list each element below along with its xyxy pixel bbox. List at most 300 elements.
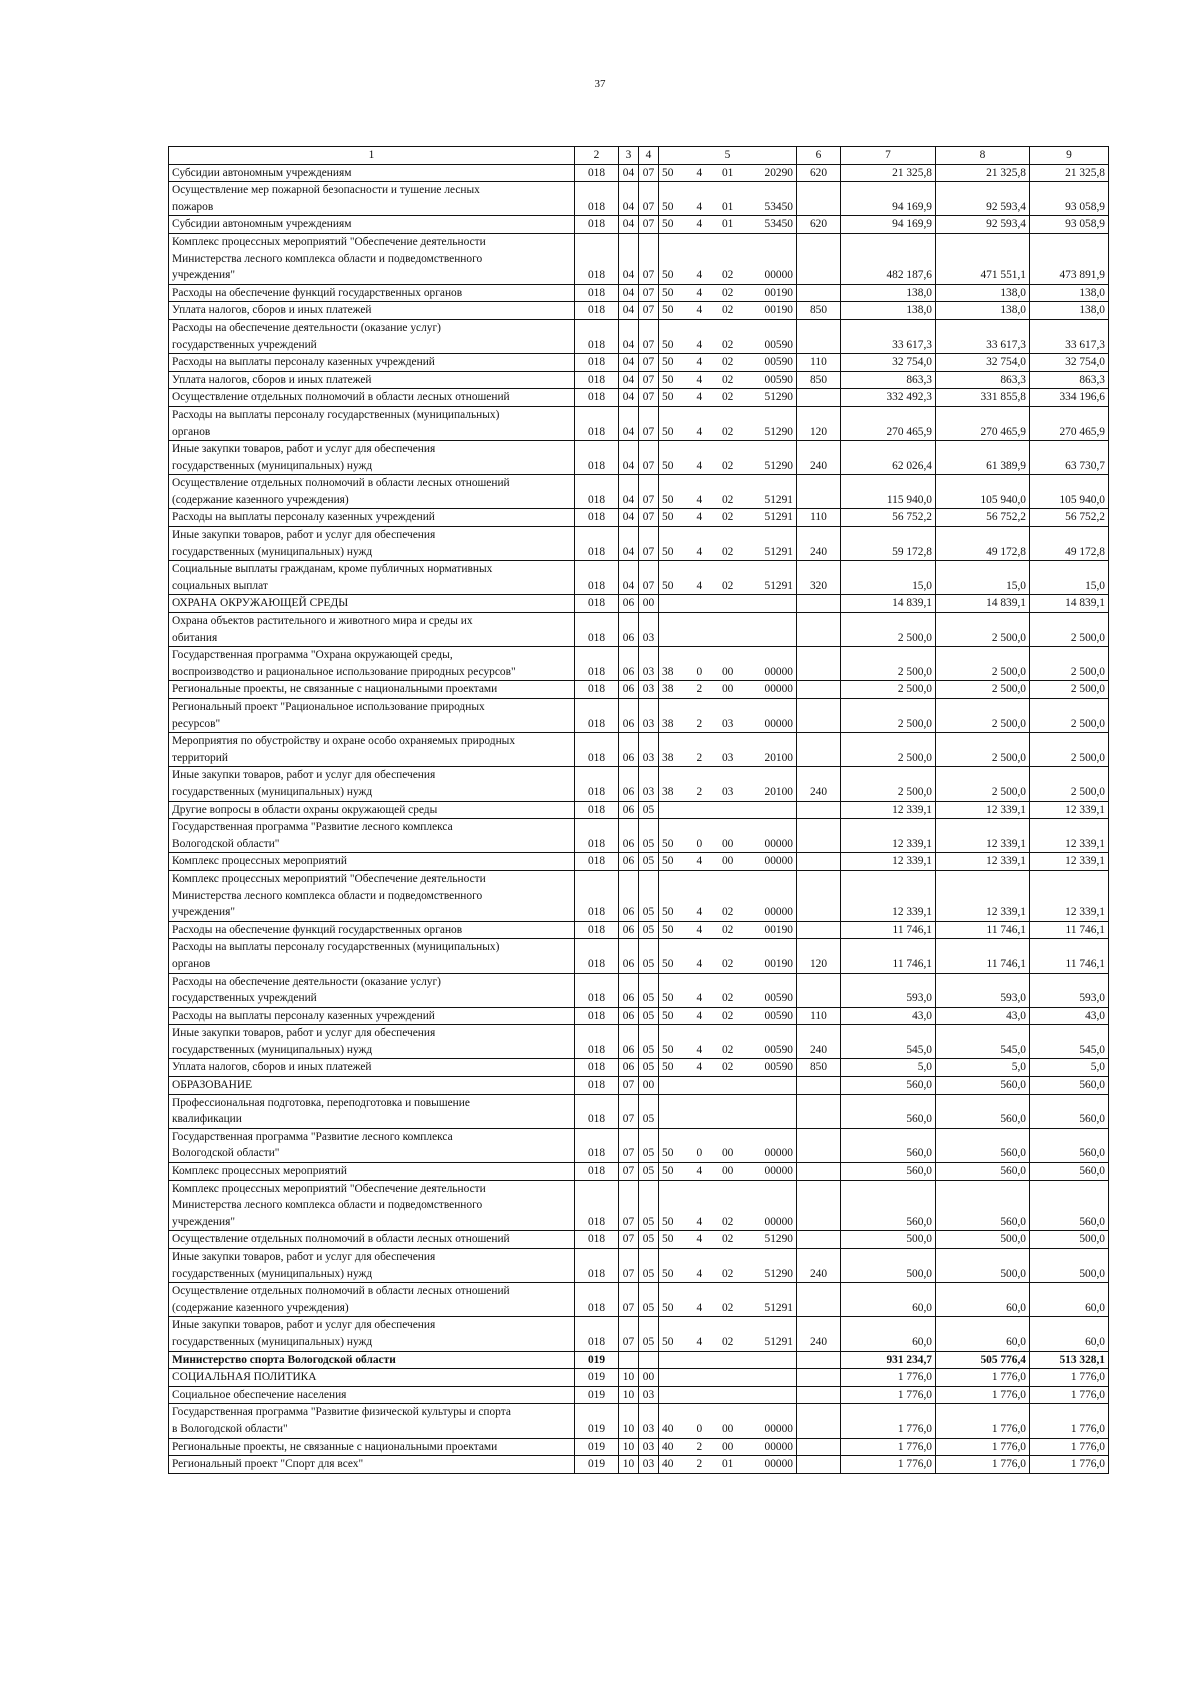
- row-name: Министерство спорта Вологодской области: [172, 1353, 396, 1366]
- target-code-part: 00000: [764, 1215, 793, 1228]
- target-code-part: 4: [696, 1267, 703, 1280]
- target-code-part: 00000: [764, 269, 793, 282]
- pr-cell: 05: [639, 1059, 659, 1077]
- target-code-part: 50: [662, 579, 674, 592]
- table-row: [169, 1386, 1109, 1404]
- row-name-cell: [169, 1128, 575, 1162]
- value-cell-3: 560,0: [1030, 1163, 1109, 1181]
- pr-cell: 07: [639, 319, 659, 353]
- target-code-part: 00: [721, 1165, 734, 1178]
- row-name: Осуществление отдельных полномочий в области лесных отношений: [172, 1233, 510, 1246]
- rz-cell: 07: [619, 1180, 639, 1231]
- pr-cell: 07: [639, 441, 659, 475]
- table-row: [169, 302, 1109, 320]
- value-cell-3: 63 730,7: [1030, 441, 1109, 475]
- value-cell-3: 11 746,1: [1030, 939, 1109, 973]
- pr-cell: 05: [639, 1180, 659, 1231]
- rz-cell: 07: [619, 1163, 639, 1181]
- value-cell-3: 2 500,0: [1030, 613, 1109, 647]
- target-code-part: 51291: [764, 579, 793, 592]
- pr-cell: 05: [639, 853, 659, 871]
- pr-cell: 03: [639, 699, 659, 733]
- value-cell-1: 863,3: [841, 371, 936, 389]
- value-cell-2: 32 754,0: [936, 354, 1030, 372]
- rz-cell: 07: [619, 1249, 639, 1283]
- vr-cell: [797, 1404, 841, 1438]
- vr-cell: [797, 475, 841, 509]
- rz-cell: 04: [619, 302, 639, 320]
- value-cell-1: 14 839,1: [841, 595, 936, 613]
- value-cell-1: 500,0: [841, 1249, 936, 1283]
- rz-cell: 07: [619, 1128, 639, 1162]
- target-code-part: 00000: [764, 717, 793, 730]
- ved-cell: 019: [575, 1351, 619, 1369]
- table-row: [169, 1438, 1109, 1456]
- target-code-cell: [659, 354, 797, 372]
- value-cell-3: 2 500,0: [1030, 733, 1109, 767]
- value-cell-3: 500,0: [1030, 1249, 1109, 1283]
- vr-cell: [797, 1351, 841, 1369]
- row-name-cell: [169, 475, 575, 509]
- pr-cell: 07: [639, 182, 659, 216]
- pr-cell: 03: [639, 647, 659, 681]
- value-cell-2: 12 339,1: [936, 801, 1030, 819]
- target-code-part: 4: [696, 459, 703, 472]
- value-cell-1: 5,0: [841, 1059, 936, 1077]
- value-cell-1: 60,0: [841, 1317, 936, 1351]
- target-code-cell: [659, 1283, 797, 1317]
- rz-cell: 04: [619, 371, 639, 389]
- value-cell-2: 14 839,1: [936, 595, 1030, 613]
- ved-cell: 019: [575, 1438, 619, 1456]
- target-code: [662, 853, 793, 870]
- row-name-cell: [169, 939, 575, 973]
- pr-cell: 03: [639, 733, 659, 767]
- target-code-part: 4: [696, 1335, 703, 1348]
- value-cell-1: 931 234,7: [841, 1351, 936, 1369]
- value-cell-2: 11 746,1: [936, 939, 1030, 973]
- target-code-part: 50: [662, 923, 674, 936]
- header-cell: 8: [936, 147, 1030, 165]
- table-row: [169, 853, 1109, 871]
- rz-cell: 06: [619, 819, 639, 853]
- target-code-cell: [659, 1059, 797, 1077]
- value-cell-1: 12 339,1: [841, 870, 936, 921]
- table-row: [169, 182, 1109, 216]
- pr-cell: 05: [639, 939, 659, 973]
- value-cell-2: 12 339,1: [936, 819, 1030, 853]
- value-cell-3: 21 325,8: [1030, 164, 1109, 182]
- header-row: [169, 147, 1109, 165]
- target-code: [662, 1163, 793, 1180]
- target-code-part: 4: [696, 906, 703, 919]
- row-name-cell: [169, 681, 575, 699]
- value-cell-1: 32 754,0: [841, 354, 936, 372]
- target-code-cell: [659, 1180, 797, 1231]
- target-code: [662, 990, 793, 1007]
- ved-cell: 019: [575, 1456, 619, 1474]
- table-row: [169, 406, 1109, 440]
- target-code: [662, 337, 793, 354]
- row-name-cell: [169, 613, 575, 647]
- value-cell-2: 545,0: [936, 1025, 1030, 1059]
- target-code: [662, 1439, 793, 1456]
- table-row: [169, 1180, 1109, 1231]
- target-code-part: 00190: [764, 923, 793, 936]
- value-cell-2: 15,0: [936, 561, 1030, 595]
- row-name-cell: [169, 1059, 575, 1077]
- ved-cell: 018: [575, 527, 619, 561]
- value-cell-3: 560,0: [1030, 1128, 1109, 1162]
- vr-cell: 240: [797, 527, 841, 561]
- target-code-part: 02: [721, 1335, 734, 1348]
- ved-cell: 018: [575, 1249, 619, 1283]
- target-code-part: 51290: [764, 391, 793, 404]
- value-cell-1: 1 776,0: [841, 1386, 936, 1404]
- vr-cell: [797, 182, 841, 216]
- pr-cell: 07: [639, 164, 659, 182]
- value-cell-1: 560,0: [841, 1077, 936, 1095]
- ved-cell: 018: [575, 561, 619, 595]
- value-cell-3: 1 776,0: [1030, 1404, 1109, 1438]
- target-code-part: 2: [696, 1440, 703, 1453]
- ved-cell: 018: [575, 233, 619, 284]
- ved-cell: 018: [575, 870, 619, 921]
- target-code-cell: [659, 319, 797, 353]
- target-code-part: 38: [662, 683, 674, 696]
- pr-cell: 07: [639, 406, 659, 440]
- target-code-cell: [659, 733, 797, 767]
- ved-cell: 018: [575, 699, 619, 733]
- target-code-part: 4: [696, 1043, 703, 1056]
- target-code-cell: [659, 561, 797, 595]
- value-cell-1: 560,0: [841, 1128, 936, 1162]
- value-cell-1: 2 500,0: [841, 767, 936, 801]
- row-name: Расходы на обеспечение деятельности (оказание услуг) государственных учреждений: [172, 975, 441, 1005]
- table-row: [169, 216, 1109, 234]
- row-name-cell: [169, 767, 575, 801]
- row-name-cell: [169, 527, 575, 561]
- target-code-cell: [659, 767, 797, 801]
- row-name: Государственная программа "Охрана окружающей среды, воспроизводство и рациональное использование природных ресурсов": [172, 649, 516, 678]
- row-name: Комплекс процессных мероприятий "Обеспечение деятельности Министерства лесного комплекса области и подведомственного учреждения": [172, 235, 486, 282]
- value-cell-1: 21 325,8: [841, 164, 936, 182]
- row-name: Уплата налогов, сборов и иных платежей: [172, 1061, 372, 1074]
- target-code-cell: [659, 1369, 797, 1387]
- value-cell-2: 43,0: [936, 1007, 1030, 1025]
- target-code-cell: [659, 1231, 797, 1249]
- target-code-part: 50: [662, 373, 674, 386]
- row-name: Государственная программа "Развитие лесного комплекса Вологодской области": [172, 821, 453, 850]
- pr-cell: 05: [639, 1249, 659, 1283]
- value-cell-2: 1 776,0: [936, 1456, 1030, 1474]
- target-code: [662, 509, 793, 526]
- vr-cell: 240: [797, 1025, 841, 1059]
- rz-cell: 06: [619, 801, 639, 819]
- target-code-part: 00590: [764, 1009, 793, 1022]
- target-code-part: 51290: [764, 1267, 793, 1280]
- table-row: [169, 939, 1109, 973]
- target-code-part: 50: [662, 286, 674, 299]
- target-code-part: 02: [721, 286, 734, 299]
- table-row: [169, 767, 1109, 801]
- ved-cell: 018: [575, 406, 619, 440]
- row-name-cell: [169, 733, 575, 767]
- value-cell-2: 863,3: [936, 371, 1030, 389]
- value-cell-3: 12 339,1: [1030, 870, 1109, 921]
- value-cell-3: 49 172,8: [1030, 527, 1109, 561]
- value-cell-3: 560,0: [1030, 1077, 1109, 1095]
- ved-cell: 018: [575, 1059, 619, 1077]
- ved-cell: 018: [575, 647, 619, 681]
- target-code-cell: [659, 406, 797, 440]
- value-cell-3: 138,0: [1030, 302, 1109, 320]
- value-cell-2: 505 776,4: [936, 1351, 1030, 1369]
- target-code: [662, 354, 793, 371]
- pr-cell: 07: [639, 561, 659, 595]
- row-name: Уплата налогов, сборов и иных платежей: [172, 304, 372, 317]
- pr-cell: 03: [639, 1386, 659, 1404]
- target-code-cell: [659, 509, 797, 527]
- row-name: ОБРАЗОВАНИЕ: [172, 1079, 253, 1092]
- row-name: Иные закупки товаров, работ и услуг для обеспечения государственных (муниципальных) нужд: [172, 1319, 436, 1348]
- value-cell-2: 331 855,8: [936, 389, 1030, 407]
- value-cell-3: 473 891,9: [1030, 233, 1109, 284]
- table-row: [169, 475, 1109, 509]
- target-code-part: 02: [721, 269, 734, 282]
- rz-cell: 10: [619, 1386, 639, 1404]
- target-code-part: 50: [662, 1335, 674, 1348]
- rz-cell: 07: [619, 1317, 639, 1351]
- row-name: Комплекс процессных мероприятий "Обеспечение деятельности Министерства лесного комплекса области и подведомственного учреждения": [172, 1182, 486, 1228]
- table-row: [169, 870, 1109, 921]
- row-name: Профессиональная подготовка, переподготовка и повышение квалификации: [172, 1096, 470, 1126]
- row-name: Государственная программа "Развитие лесного комплекса Вологодской области": [172, 1130, 453, 1160]
- pr-cell: 03: [639, 1404, 659, 1438]
- value-cell-1: 560,0: [841, 1163, 936, 1181]
- target-code-part: 02: [721, 906, 734, 919]
- value-cell-2: 2 500,0: [936, 699, 1030, 733]
- value-cell-3: 15,0: [1030, 561, 1109, 595]
- row-name-cell: [169, 164, 575, 182]
- value-cell-2: 49 172,8: [936, 527, 1030, 561]
- row-name: Региональные проекты, не связанные с национальными проектами: [172, 1440, 498, 1453]
- row-name-cell: [169, 1404, 575, 1438]
- table-row: [169, 509, 1109, 527]
- row-name: Мероприятия по обустройству и охране особо охраняемых природных территорий: [172, 735, 516, 764]
- target-code: [662, 424, 793, 441]
- row-name-cell: [169, 371, 575, 389]
- header-cell: 7: [841, 147, 936, 165]
- row-name: СОЦИАЛЬНАЯ ПОЛИТИКА: [172, 1371, 317, 1384]
- table-row: [169, 354, 1109, 372]
- row-name-cell: [169, 1369, 575, 1387]
- target-code-part: 38: [662, 751, 674, 764]
- target-code: [662, 199, 793, 216]
- ved-cell: 018: [575, 595, 619, 613]
- row-name-cell: [169, 595, 575, 613]
- pr-cell: 00: [639, 1369, 659, 1387]
- value-cell-2: 471 551,1: [936, 233, 1030, 284]
- target-code-part: 51291: [764, 1301, 793, 1314]
- row-name: Субсидии автономным учреждениям: [172, 218, 352, 231]
- ved-cell: 018: [575, 1007, 619, 1025]
- target-code-part: 50: [662, 391, 674, 404]
- target-code-part: 03: [721, 785, 734, 798]
- pr-cell: 05: [639, 819, 659, 853]
- ved-cell: 018: [575, 354, 619, 372]
- table-row: [169, 647, 1109, 681]
- target-code-part: 00000: [764, 1422, 793, 1435]
- row-name-cell: [169, 1351, 575, 1369]
- target-code: [662, 302, 793, 319]
- rz-cell: 07: [619, 1094, 639, 1128]
- target-code: [662, 784, 793, 801]
- row-name-cell: [169, 1094, 575, 1128]
- target-code: [662, 1421, 793, 1438]
- value-cell-3: 93 058,9: [1030, 182, 1109, 216]
- table-row: [169, 527, 1109, 561]
- table-row: [169, 1059, 1109, 1077]
- target-code-part: 00000: [764, 855, 793, 868]
- header-cell: 2: [575, 147, 619, 165]
- target-code-part: 4: [696, 1215, 703, 1228]
- target-code-part: 40: [662, 1422, 674, 1435]
- table-row: [169, 921, 1109, 939]
- target-code-part: 00000: [764, 683, 793, 696]
- target-code-part: 50: [662, 992, 674, 1005]
- target-code-part: 50: [662, 1267, 674, 1280]
- value-cell-2: 12 339,1: [936, 853, 1030, 871]
- target-code-part: 4: [696, 269, 703, 282]
- value-cell-3: 334 196,6: [1030, 389, 1109, 407]
- value-cell-3: 56 752,2: [1030, 509, 1109, 527]
- target-code-part: 2: [696, 751, 703, 764]
- target-code-part: 02: [721, 992, 734, 1005]
- row-name-cell: [169, 233, 575, 284]
- target-code-part: 0: [696, 665, 703, 678]
- pr-cell: [639, 1351, 659, 1369]
- value-cell-1: 56 752,2: [841, 509, 936, 527]
- row-name-cell: [169, 853, 575, 871]
- rz-cell: 04: [619, 233, 639, 284]
- row-name: Иные закупки товаров, работ и услуг для обеспечения государственных (муниципальных) нужд: [172, 769, 436, 798]
- target-code-part: 00: [721, 837, 734, 850]
- target-code-cell: [659, 527, 797, 561]
- row-name: Осуществление отдельных полномочий в области лесных отношений (содержание казенного учреждения): [172, 477, 510, 506]
- row-name-cell: [169, 1180, 575, 1231]
- target-code-part: 02: [721, 545, 734, 558]
- target-code-cell: [659, 1077, 797, 1095]
- target-code-part: 2: [696, 785, 703, 798]
- header-cell: 5: [659, 147, 797, 165]
- pr-cell: 07: [639, 354, 659, 372]
- target-code-part: 00000: [764, 665, 793, 678]
- value-cell-2: 500,0: [936, 1249, 1030, 1283]
- value-cell-1: 1 776,0: [841, 1404, 936, 1438]
- row-name: Субсидии автономным учреждениям: [172, 166, 352, 179]
- ved-cell: 018: [575, 767, 619, 801]
- target-code: [662, 544, 793, 561]
- target-code-cell: [659, 1249, 797, 1283]
- pr-cell: 03: [639, 767, 659, 801]
- table-row: [169, 801, 1109, 819]
- target-code-part: 00000: [764, 1458, 793, 1471]
- table-row: [169, 233, 1109, 284]
- target-code-part: 20100: [764, 785, 793, 798]
- table-row: [169, 595, 1109, 613]
- pr-cell: 05: [639, 921, 659, 939]
- value-cell-1: 138,0: [841, 284, 936, 302]
- target-code-part: 50: [662, 545, 674, 558]
- rz-cell: 04: [619, 354, 639, 372]
- value-cell-2: 92 593,4: [936, 216, 1030, 234]
- value-cell-1: 332 492,3: [841, 389, 936, 407]
- pr-cell: 05: [639, 1025, 659, 1059]
- vr-cell: [797, 681, 841, 699]
- rz-cell: 06: [619, 1059, 639, 1077]
- value-cell-2: 500,0: [936, 1231, 1030, 1249]
- target-code-cell: [659, 182, 797, 216]
- value-cell-3: 43,0: [1030, 1007, 1109, 1025]
- header-cell: 3: [619, 147, 639, 165]
- target-code-part: 00000: [764, 1147, 793, 1160]
- value-cell-3: 105 940,0: [1030, 475, 1109, 509]
- target-code-part: 02: [721, 338, 734, 351]
- target-code-part: 00: [721, 1440, 734, 1453]
- row-name: Охрана объектов растительного и животного мира и среды их обитания: [172, 615, 473, 644]
- target-code-part: 4: [696, 1061, 703, 1074]
- target-code-cell: [659, 973, 797, 1007]
- table-row: [169, 1456, 1109, 1474]
- value-cell-3: 1 776,0: [1030, 1369, 1109, 1387]
- rz-cell: 06: [619, 853, 639, 871]
- value-cell-2: 33 617,3: [936, 319, 1030, 353]
- target-code: [662, 1231, 793, 1248]
- vr-cell: [797, 1077, 841, 1095]
- ved-cell: 019: [575, 1404, 619, 1438]
- vr-cell: [797, 1231, 841, 1249]
- target-code-part: 01: [721, 200, 734, 213]
- value-cell-2: 60,0: [936, 1317, 1030, 1351]
- ved-cell: 018: [575, 733, 619, 767]
- vr-cell: 850: [797, 371, 841, 389]
- ved-cell: 018: [575, 319, 619, 353]
- row-name-cell: [169, 1025, 575, 1059]
- target-code-cell: [659, 1386, 797, 1404]
- value-cell-1: 62 026,4: [841, 441, 936, 475]
- target-code-part: 50: [662, 957, 674, 970]
- target-code-part: 4: [696, 304, 703, 317]
- target-code-part: 50: [662, 855, 674, 868]
- value-cell-2: 12 339,1: [936, 870, 1030, 921]
- target-code-cell: [659, 801, 797, 819]
- table-row: [169, 1231, 1109, 1249]
- target-code-cell: [659, 595, 797, 613]
- target-code: [662, 904, 793, 921]
- target-code-part: 50: [662, 1009, 674, 1022]
- target-code: [662, 1300, 793, 1317]
- vr-cell: [797, 1163, 841, 1181]
- target-code-cell: [659, 1438, 797, 1456]
- target-code-cell: [659, 164, 797, 182]
- value-cell-1: 59 172,8: [841, 527, 936, 561]
- target-code-part: 00: [721, 1147, 734, 1160]
- value-cell-2: 1 776,0: [936, 1386, 1030, 1404]
- value-cell-3: 12 339,1: [1030, 853, 1109, 871]
- target-code-part: 2: [696, 683, 703, 696]
- target-code-part: 4: [696, 1233, 703, 1246]
